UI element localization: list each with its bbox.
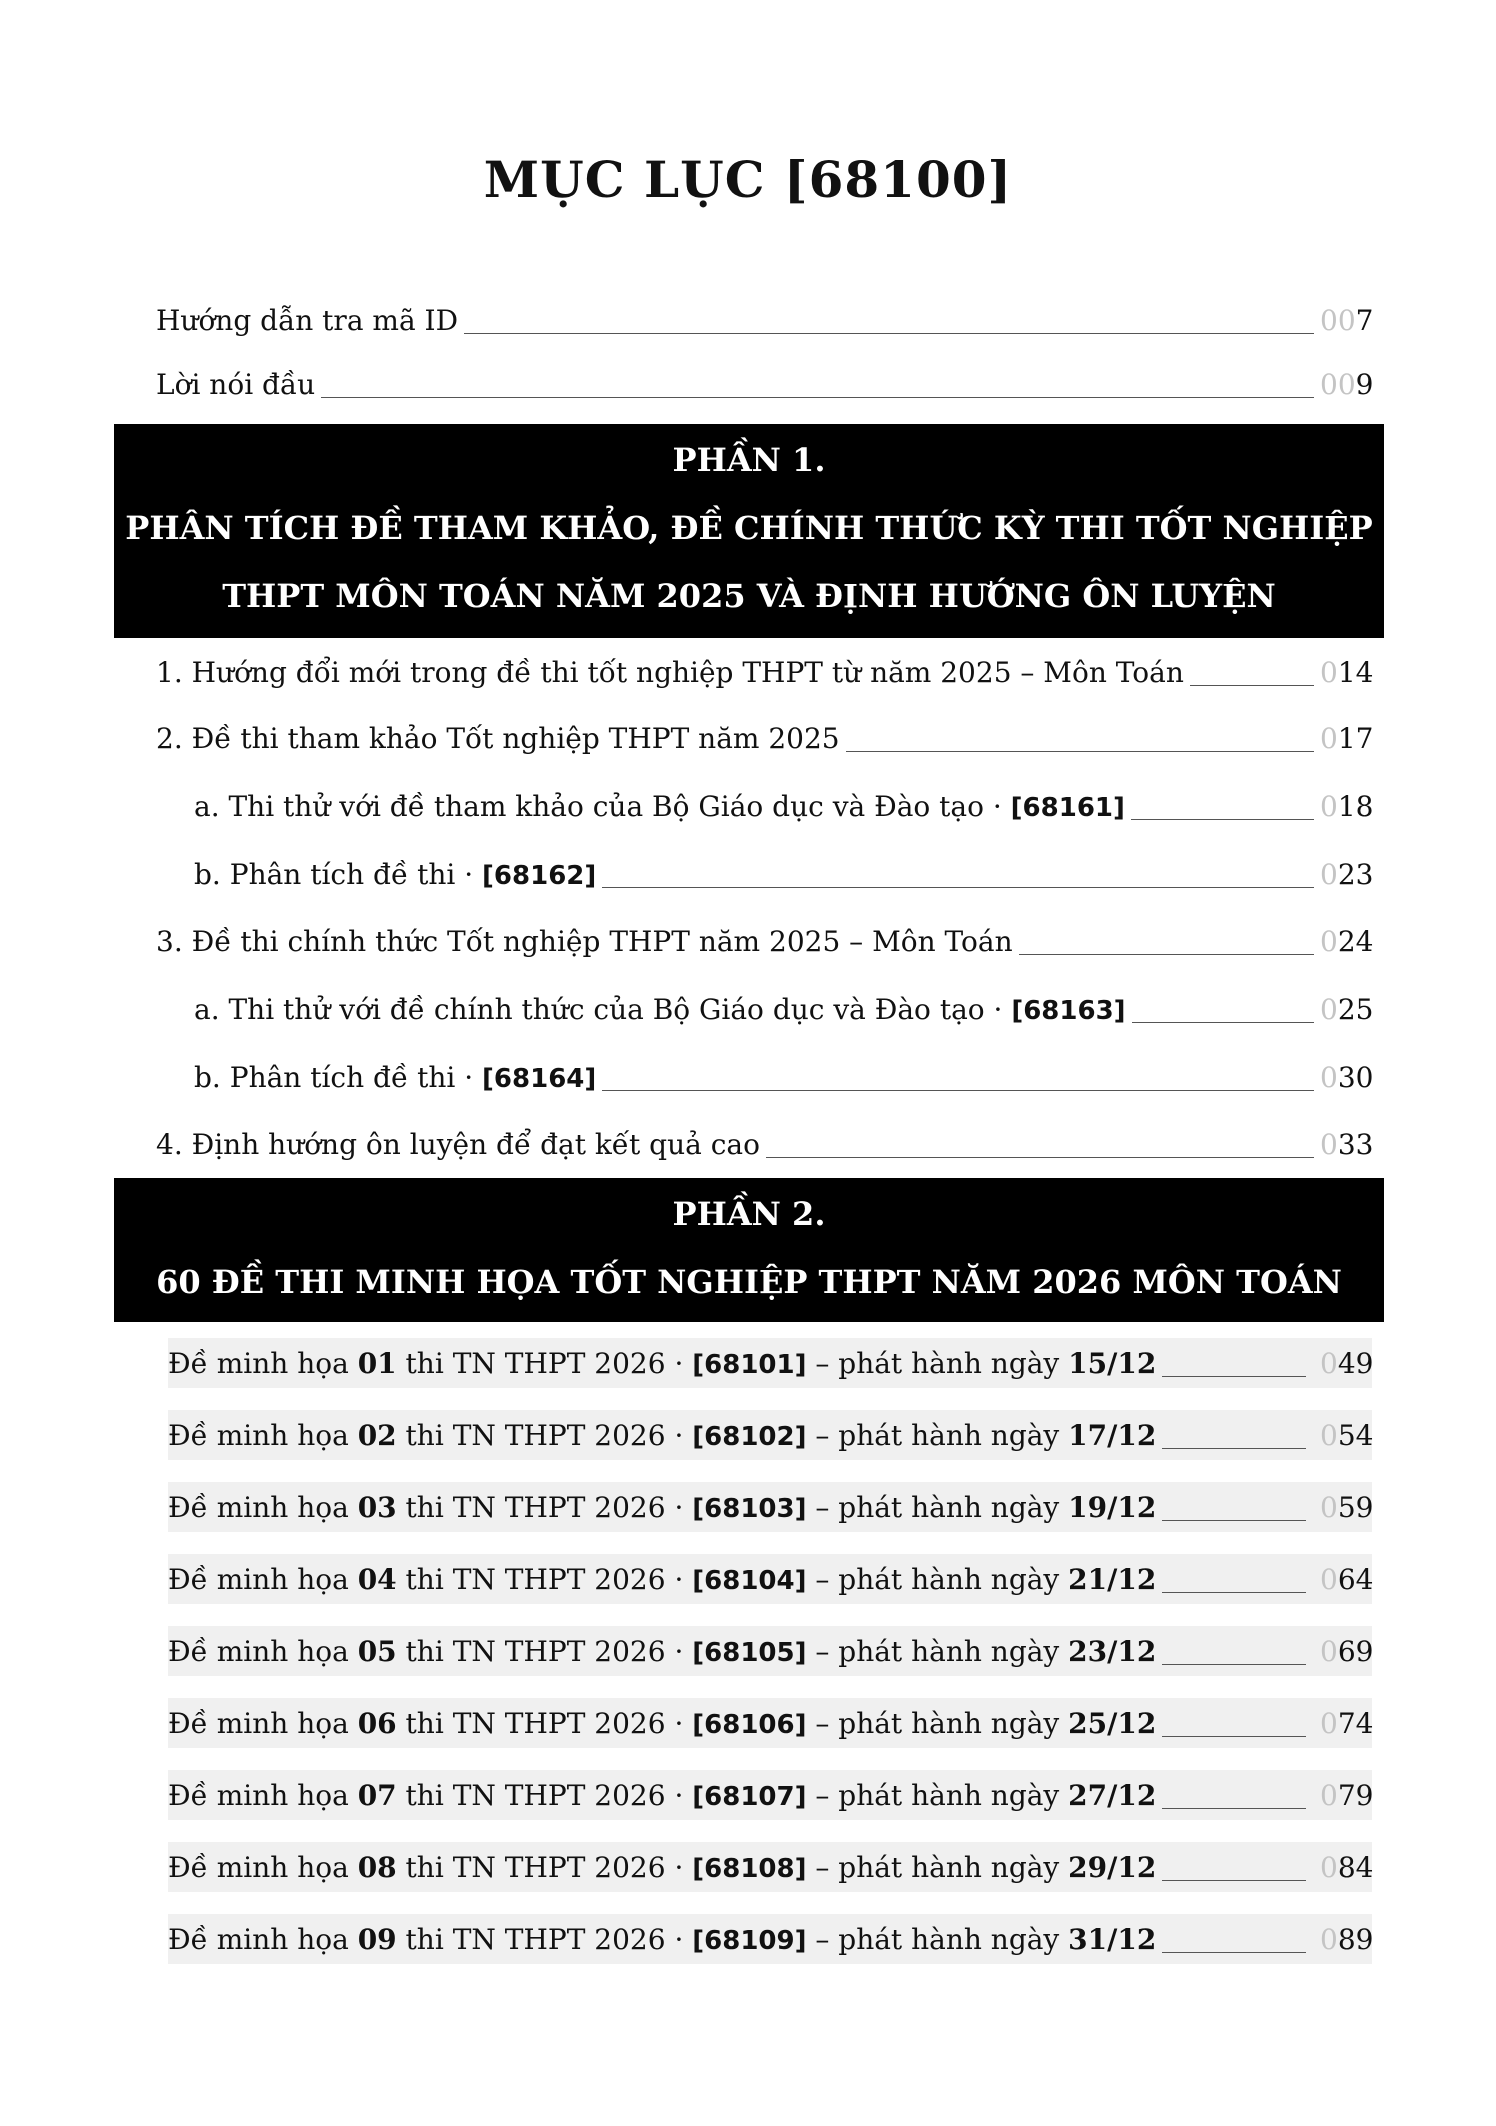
toc-entry-label: Hướng dẫn tra mã ID bbox=[156, 303, 459, 337]
exam-id: [68105] bbox=[692, 1637, 807, 1668]
entry-id: [68162] bbox=[482, 860, 597, 891]
part2-banner bbox=[114, 1178, 1384, 1322]
toc-entry[interactable] bbox=[156, 640, 1372, 704]
toc-entry[interactable] bbox=[194, 977, 1372, 1041]
release-date: 29/12 bbox=[1068, 1850, 1157, 1884]
exam-entry-label: Đề minh họa 08 thi TN THPT 2026 · [68108] – phát hành ngày 29/12 bbox=[168, 1850, 1157, 1884]
dot-leader bbox=[1162, 1574, 1306, 1593]
page-number: 033 bbox=[1320, 1127, 1374, 1161]
toc-entry-preface[interactable] bbox=[156, 352, 1372, 416]
entry-id: [68163] bbox=[1011, 995, 1126, 1026]
dot-leader bbox=[1162, 1718, 1306, 1737]
exam-id: [68109] bbox=[692, 1925, 807, 1956]
release-date: 21/12 bbox=[1068, 1562, 1157, 1596]
page-number: 089 bbox=[1320, 1922, 1374, 1956]
exam-entry-label: Đề minh họa 01 thi TN THPT 2026 · [68101] – phát hành ngày 15/12 bbox=[168, 1346, 1157, 1380]
exam-entry[interactable] bbox=[168, 1842, 1372, 1892]
dot-leader bbox=[1162, 1358, 1306, 1377]
page-number: 084 bbox=[1320, 1850, 1374, 1884]
dot-leader bbox=[1162, 1790, 1306, 1809]
part1-title-line1: PHÂN TÍCH ĐỀ THAM KHẢO, ĐỀ CHÍNH THỨC KỲ THI TỐT NGHIỆP bbox=[125, 509, 1373, 547]
exam-entry[interactable] bbox=[168, 1410, 1372, 1460]
exam-entry[interactable] bbox=[168, 1698, 1372, 1748]
dot-leader bbox=[1162, 1502, 1306, 1521]
part2-heading: PHẦN 2. bbox=[672, 1195, 826, 1233]
release-date: 23/12 bbox=[1068, 1634, 1157, 1668]
exam-entry-label: Đề minh họa 03 thi TN THPT 2026 · [68103] – phát hành ngày 19/12 bbox=[168, 1490, 1157, 1524]
entry-id: [68164] bbox=[482, 1063, 597, 1094]
exam-entry[interactable] bbox=[168, 1626, 1372, 1676]
toc-entry-label: b. Phân tích đề thi · [68162] bbox=[194, 857, 597, 891]
page-number: 079 bbox=[1320, 1778, 1374, 1812]
exam-number: 06 bbox=[357, 1706, 397, 1740]
exam-entry-label: Đề minh họa 04 thi TN THPT 2026 · [68104] – phát hành ngày 21/12 bbox=[168, 1562, 1157, 1596]
page-number: 074 bbox=[1320, 1706, 1374, 1740]
toc-entry-label: a. Thi thử với đề tham khảo của Bộ Giáo dục và Đào tạo · [68161] bbox=[194, 789, 1125, 823]
toc-entry-label: b. Phân tích đề thi · [68164] bbox=[194, 1060, 597, 1094]
dot-leader bbox=[1162, 1862, 1306, 1881]
page-number: 030 bbox=[1320, 1060, 1374, 1094]
exam-id: [68101] bbox=[692, 1349, 807, 1380]
release-date: 17/12 bbox=[1068, 1418, 1157, 1452]
exam-entry-label: Đề minh họa 05 thi TN THPT 2026 · [68105] – phát hành ngày 23/12 bbox=[168, 1634, 1157, 1668]
toc-entry[interactable] bbox=[156, 1112, 1372, 1176]
dot-leader bbox=[321, 379, 1314, 398]
release-date: 15/12 bbox=[1068, 1346, 1157, 1380]
page-number: 024 bbox=[1320, 924, 1374, 958]
release-date: 19/12 bbox=[1068, 1490, 1157, 1524]
toc-entry-label: a. Thi thử với đề chính thức của Bộ Giáo dục và Đào tạo · [68163] bbox=[194, 992, 1126, 1026]
exam-number: 09 bbox=[357, 1922, 397, 1956]
page-number: 049 bbox=[1320, 1346, 1374, 1380]
dot-leader bbox=[1162, 1646, 1306, 1665]
exam-entry-label: Đề minh họa 06 thi TN THPT 2026 · [68106] – phát hành ngày 25/12 bbox=[168, 1706, 1157, 1740]
dot-leader bbox=[1019, 936, 1314, 955]
page-number: 007 bbox=[1320, 303, 1374, 337]
release-date: 25/12 bbox=[1068, 1706, 1157, 1740]
toc-entry[interactable] bbox=[194, 1045, 1372, 1109]
toc-entry[interactable] bbox=[194, 842, 1372, 906]
dot-leader bbox=[846, 733, 1314, 752]
toc-entry-id-guide[interactable] bbox=[156, 288, 1372, 352]
page-number: 018 bbox=[1320, 789, 1374, 823]
dot-leader bbox=[766, 1139, 1314, 1158]
toc-entry-label: 1. Hướng đổi mới trong đề thi tốt nghiệp THPT từ năm 2025 – Môn Toán bbox=[156, 655, 1184, 689]
exam-number: 01 bbox=[357, 1346, 397, 1380]
exam-number: 03 bbox=[357, 1490, 397, 1524]
part1-title-line2: THPT MÔN TOÁN NĂM 2025 VÀ ĐỊNH HƯỚNG ÔN LUYỆN bbox=[222, 577, 1276, 615]
page-number: 017 bbox=[1320, 721, 1374, 755]
dot-leader bbox=[464, 315, 1314, 334]
exam-entry[interactable] bbox=[168, 1338, 1372, 1388]
exam-id: [68102] bbox=[692, 1421, 807, 1452]
exam-id: [68106] bbox=[692, 1709, 807, 1740]
part1-heading: PHẦN 1. bbox=[672, 441, 826, 479]
toc-entry-label: 4. Định hướng ôn luyện để đạt kết quả cao bbox=[156, 1127, 760, 1161]
toc-entry-label: 3. Đề thi chính thức Tốt nghiệp THPT năm 2025 – Môn Toán bbox=[156, 924, 1013, 958]
toc-entry[interactable] bbox=[194, 774, 1372, 838]
dot-leader bbox=[1162, 1934, 1306, 1953]
exam-entry[interactable] bbox=[168, 1770, 1372, 1820]
dot-leader bbox=[1132, 1004, 1314, 1023]
toc-entry-label: Lời nói đầu bbox=[156, 367, 316, 401]
part2-title: 60 ĐỀ THI MINH HỌA TỐT NGHIỆP THPT NĂM 2026 MÔN TOÁN bbox=[156, 1263, 1342, 1301]
dot-leader bbox=[1190, 667, 1314, 686]
page-number: 023 bbox=[1320, 857, 1374, 891]
page-number: 014 bbox=[1320, 655, 1374, 689]
page-number: 064 bbox=[1320, 1562, 1374, 1596]
entry-id: [68161] bbox=[1010, 792, 1125, 823]
dot-leader bbox=[602, 869, 1314, 888]
page-title: MỤC LỤC [68100] bbox=[483, 150, 1013, 209]
exam-number: 05 bbox=[357, 1634, 397, 1668]
page-number: 025 bbox=[1320, 992, 1374, 1026]
dot-leader bbox=[1162, 1430, 1306, 1449]
part1-banner bbox=[114, 424, 1384, 638]
exam-id: [68107] bbox=[692, 1781, 807, 1812]
dot-leader bbox=[1131, 801, 1314, 820]
page-number: 069 bbox=[1320, 1634, 1374, 1668]
exam-number: 08 bbox=[357, 1850, 397, 1884]
exam-id: [68103] bbox=[692, 1493, 807, 1524]
exam-entry[interactable] bbox=[168, 1554, 1372, 1604]
page-number: 059 bbox=[1320, 1490, 1374, 1524]
exam-entry-label: Đề minh họa 07 thi TN THPT 2026 · [68107] – phát hành ngày 27/12 bbox=[168, 1778, 1157, 1812]
exam-id: [68108] bbox=[692, 1853, 807, 1884]
exam-number: 04 bbox=[357, 1562, 397, 1596]
exam-entry[interactable] bbox=[168, 1482, 1372, 1532]
exam-entry-label: Đề minh họa 02 thi TN THPT 2026 · [68102] – phát hành ngày 17/12 bbox=[168, 1418, 1157, 1452]
page-number: 054 bbox=[1320, 1418, 1374, 1452]
toc-entry[interactable] bbox=[156, 706, 1372, 770]
exam-entry[interactable] bbox=[168, 1914, 1372, 1964]
dot-leader bbox=[602, 1072, 1314, 1091]
toc-entry-label: 2. Đề thi tham khảo Tốt nghiệp THPT năm 2025 bbox=[156, 721, 840, 755]
exam-entry-label: Đề minh họa 09 thi TN THPT 2026 · [68109] – phát hành ngày 31/12 bbox=[168, 1922, 1157, 1956]
release-date: 31/12 bbox=[1068, 1922, 1157, 1956]
toc-entry[interactable] bbox=[156, 909, 1372, 973]
exam-number: 07 bbox=[357, 1778, 397, 1812]
page-number: 009 bbox=[1320, 367, 1374, 401]
exam-id: [68104] bbox=[692, 1565, 807, 1596]
release-date: 27/12 bbox=[1068, 1778, 1157, 1812]
exam-number: 02 bbox=[357, 1418, 397, 1452]
